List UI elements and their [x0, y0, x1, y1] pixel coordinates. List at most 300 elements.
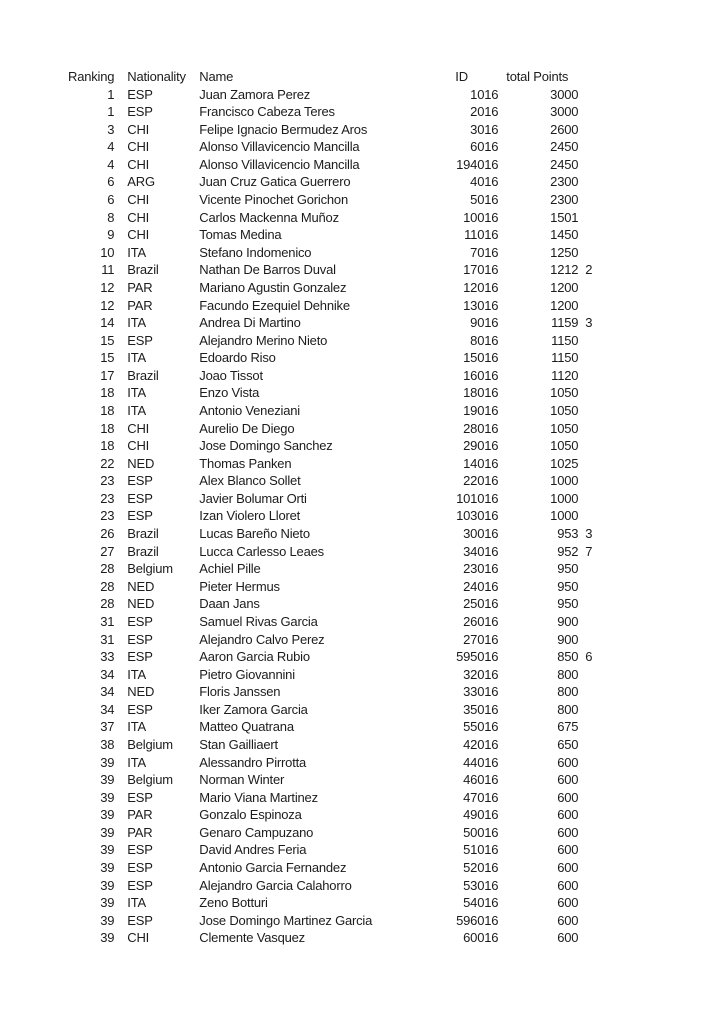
extra-points-cell — [578, 156, 608, 174]
ranking-cell: 39 — [100, 754, 115, 770]
id-cell: 103016 — [456, 508, 499, 524]
extra-points-cell: 7 — [585, 543, 593, 559]
id-cell: 60016 — [463, 930, 499, 946]
name-cell: Jose Domingo Sanchez — [199, 438, 333, 454]
table-row — [60, 490, 608, 508]
name-cell: Pieter Hermus — [199, 578, 280, 594]
points-cell: 675 — [557, 719, 579, 735]
ranking-cell: 4 — [107, 156, 115, 172]
name-cell: Aaron Garcia Rubio — [199, 649, 310, 665]
table-row — [60, 86, 608, 104]
nationality-cell: CHI — [127, 156, 150, 172]
points-cell: 1000 — [550, 490, 579, 506]
table-row — [60, 437, 608, 455]
table-row — [60, 279, 608, 297]
id-cell: 30016 — [463, 526, 499, 542]
extra-points-cell — [578, 631, 608, 649]
ranking-cell: 34 — [100, 666, 115, 682]
nationality-cell: Brazil — [127, 262, 159, 278]
extra-points-cell: 3 — [585, 315, 593, 331]
name-cell: Alex Blanco Sollet — [199, 473, 301, 489]
nationality-cell: CHI — [127, 139, 150, 155]
id-cell: 26016 — [463, 613, 499, 629]
name-cell: Matteo Quatrana — [199, 719, 294, 735]
extra-points-cell — [578, 771, 608, 789]
ranking-cell: 31 — [100, 631, 115, 647]
extra-points-cell — [578, 349, 608, 367]
table-row — [60, 191, 608, 209]
ranking-cell: 23 — [100, 508, 115, 524]
points-cell: 1120 — [551, 367, 579, 383]
nationality-cell: ESP — [127, 490, 153, 506]
ranking-cell: 34 — [100, 701, 115, 717]
name-cell: Facundo Ezequiel Dehnike — [199, 297, 350, 313]
points-cell: 1000 — [550, 473, 579, 489]
name-cell: Andrea Di Martino — [199, 315, 301, 331]
points-cell: 600 — [557, 860, 579, 876]
name-cell: Antonio Garcia Fernandez — [199, 860, 347, 876]
nationality-cell: ITA — [127, 754, 146, 770]
extra-points-cell — [578, 507, 608, 525]
points-cell: 950 — [557, 561, 579, 577]
nationality-cell: Belgium — [127, 772, 173, 788]
table-row — [60, 226, 608, 244]
ranking-cell: 8 — [107, 209, 115, 225]
name-cell: Genaro Campuzano — [199, 824, 314, 840]
nationality-cell: ARG — [127, 174, 155, 190]
name-cell: Alejandro Calvo Perez — [199, 631, 325, 647]
ranking-cell: 12 — [100, 297, 115, 313]
id-cell: 1016 — [470, 86, 499, 102]
ranking-column-header: Ranking — [68, 69, 115, 84]
ranking-cell: 27 — [100, 543, 115, 559]
extra-points-cell — [578, 824, 608, 842]
points-cell: 600 — [557, 842, 579, 858]
id-cell: 596016 — [456, 912, 499, 928]
nationality-cell: ITA — [127, 244, 146, 260]
extra-points-cell — [578, 191, 608, 209]
table-row — [60, 261, 608, 279]
points-cell: 1050 — [550, 438, 579, 454]
ranking-cell: 31 — [100, 613, 115, 629]
extra-points-cell — [578, 683, 608, 701]
nationality-cell: CHI — [127, 930, 150, 946]
table-row — [60, 507, 608, 525]
nationality-cell: CHI — [127, 438, 150, 454]
points-cell: 600 — [557, 807, 579, 823]
name-cell: Jose Domingo Martinez Garcia — [199, 912, 373, 928]
id-cell: 13016 — [463, 297, 499, 313]
nationality-cell: CHI — [127, 420, 150, 436]
id-cell: 35016 — [463, 701, 499, 717]
nationality-cell: PAR — [127, 297, 153, 313]
ranking-cell: 6 — [107, 174, 115, 190]
points-cell: 1450 — [550, 227, 579, 243]
nationality-cell: Brazil — [127, 526, 159, 542]
points-cell: 1200 — [550, 297, 579, 313]
extra-points-cell — [578, 384, 608, 402]
extra-points-cell — [578, 103, 608, 121]
ranking-cell: 18 — [100, 385, 115, 401]
extra-points-cell — [578, 209, 608, 227]
id-cell: 19016 — [463, 402, 499, 418]
table-row — [60, 332, 608, 350]
name-cell: Tomas Medina — [199, 227, 282, 243]
points-cell: 1150 — [551, 350, 579, 366]
ranking-cell: 39 — [100, 789, 115, 805]
table-row — [60, 929, 608, 947]
ranking-cell: 39 — [100, 860, 115, 876]
table-row — [60, 841, 608, 859]
extra-points-cell — [578, 244, 608, 262]
name-cell: Lucca Carlesso Leaes — [199, 543, 324, 559]
name-cell: Daan Jans — [199, 596, 260, 612]
points-cell: 1150 — [551, 332, 579, 348]
ranking-cell: 4 — [107, 139, 115, 155]
points-cell: 1250 — [550, 244, 579, 260]
extra-points-cell — [578, 806, 608, 824]
points-cell: 2300 — [550, 174, 579, 190]
extra-points-cell — [578, 332, 608, 350]
nationality-cell: ITA — [127, 895, 146, 911]
points-cell: 1501 — [550, 209, 579, 225]
id-cell: 23016 — [463, 561, 499, 577]
table-row — [60, 754, 608, 772]
id-cell: 50016 — [463, 824, 499, 840]
points-cell: 953 — [557, 526, 579, 542]
table-row — [60, 209, 608, 227]
points-cell: 1212 — [550, 262, 579, 278]
nationality-cell: CHI — [127, 192, 150, 208]
ranking-cell: 1 — [107, 104, 115, 120]
id-cell: 7016 — [470, 244, 499, 260]
table-row — [60, 138, 608, 156]
extra-points-cell — [578, 929, 608, 947]
name-column-header: Name — [199, 69, 234, 84]
id-cell: 101016 — [456, 490, 499, 506]
extra-points-cell: 3 — [585, 526, 593, 542]
id-cell: 16016 — [463, 367, 499, 383]
ranking-cell: 11 — [101, 262, 115, 278]
name-cell: Edoardo Riso — [199, 350, 276, 366]
ranking-cell: 37 — [100, 719, 115, 735]
extra-points-cell — [578, 718, 608, 736]
points-cell: 900 — [557, 631, 579, 647]
table-body — [60, 86, 608, 947]
nationality-cell: ESP — [127, 842, 153, 858]
nationality-column-header: Nationality — [127, 69, 186, 84]
table-row — [60, 525, 608, 543]
table-row — [60, 771, 608, 789]
name-cell: Pietro Giovannini — [199, 666, 295, 682]
extra-points-cell — [578, 490, 608, 508]
extra-points-cell: 6 — [585, 649, 593, 665]
id-cell: 6016 — [470, 139, 499, 155]
table-row — [60, 859, 608, 877]
table-row — [60, 384, 608, 402]
ranking-cell: 39 — [100, 824, 115, 840]
table-row — [60, 631, 608, 649]
nationality-cell: ESP — [127, 912, 153, 928]
points-cell: 1050 — [550, 385, 579, 401]
points-cell: 800 — [557, 666, 579, 682]
id-cell: 11016 — [464, 227, 499, 243]
table-row — [60, 789, 608, 807]
points-column-header: total Points — [506, 69, 569, 84]
extra-points-cell — [578, 736, 608, 754]
id-cell: 8016 — [470, 332, 499, 348]
name-cell: Felipe Ignacio Bermudez Aros — [199, 121, 368, 137]
name-cell: Alejandro Merino Nieto — [199, 332, 328, 348]
id-cell: 3016 — [470, 121, 499, 137]
ranking-cell: 38 — [100, 736, 115, 752]
id-cell: 29016 — [463, 438, 499, 454]
id-cell: 28016 — [463, 420, 499, 436]
id-cell: 14016 — [463, 455, 499, 471]
extra-points-cell — [578, 877, 608, 895]
nationality-cell: ITA — [127, 315, 146, 331]
nationality-cell: ESP — [127, 104, 153, 120]
points-cell: 900 — [557, 613, 579, 629]
ranking-cell: 26 — [100, 526, 115, 542]
nationality-cell: ITA — [127, 402, 146, 418]
nationality-cell: Brazil — [127, 543, 159, 559]
ranking-cell: 39 — [100, 842, 115, 858]
id-cell: 9016 — [470, 315, 499, 331]
extra-points-cell — [578, 437, 608, 455]
id-cell: 46016 — [463, 772, 499, 788]
name-cell: Floris Janssen — [199, 684, 281, 700]
ranking-cell: 39 — [100, 912, 115, 928]
header-row — [60, 68, 608, 86]
id-cell: 4016 — [470, 174, 499, 190]
nationality-cell: ESP — [127, 877, 153, 893]
extra-points-cell — [578, 121, 608, 139]
ranking-cell: 28 — [100, 596, 115, 612]
ranking-cell: 18 — [100, 402, 115, 418]
table-row — [60, 683, 608, 701]
ranking-cell: 1 — [107, 86, 115, 102]
name-cell: Norman Winter — [199, 772, 285, 788]
ranking-cell: 23 — [100, 490, 115, 506]
table-row — [60, 367, 608, 385]
ranking-cell: 15 — [100, 350, 115, 366]
nationality-cell: ITA — [127, 385, 146, 401]
extra-points-cell — [578, 173, 608, 191]
table-row — [60, 806, 608, 824]
name-cell: Alessandro Pirrotta — [199, 754, 307, 770]
extra-points-cell — [578, 367, 608, 385]
nationality-cell: ESP — [127, 789, 153, 805]
points-cell: 600 — [557, 930, 579, 946]
points-cell: 1000 — [550, 508, 579, 524]
ranking-cell: 14 — [100, 315, 115, 331]
points-cell: 650 — [557, 736, 579, 752]
id-cell: 47016 — [463, 789, 499, 805]
id-cell: 10016 — [463, 209, 499, 225]
id-cell: 42016 — [463, 736, 499, 752]
id-cell: 12016 — [463, 279, 499, 295]
extra-points-cell — [578, 86, 608, 104]
name-cell: Iker Zamora Garcia — [199, 701, 308, 717]
ranking-cell: 28 — [100, 578, 115, 594]
id-cell: 52016 — [463, 860, 499, 876]
points-cell: 600 — [557, 754, 579, 770]
table-row — [60, 103, 608, 121]
name-cell: Juan Zamora Perez — [199, 86, 311, 102]
extra-points-cell — [578, 279, 608, 297]
nationality-cell: ESP — [127, 473, 153, 489]
name-cell: Stefano Indomenico — [199, 244, 312, 260]
table-row — [60, 455, 608, 473]
table-row — [60, 121, 608, 139]
nationality-cell: ESP — [127, 649, 153, 665]
nationality-cell: CHI — [127, 209, 150, 225]
id-cell: 15016 — [463, 350, 499, 366]
nationality-cell: ESP — [127, 631, 153, 647]
table-row — [60, 402, 608, 420]
id-cell: 32016 — [463, 666, 499, 682]
table-row — [60, 156, 608, 174]
points-cell: 952 — [557, 543, 579, 559]
points-cell: 1050 — [550, 402, 579, 418]
id-cell: 55016 — [463, 719, 499, 735]
name-cell: Mariano Agustin Gonzalez — [199, 279, 347, 295]
table-row — [60, 314, 608, 332]
table-row — [60, 736, 608, 754]
extra-points-cell — [578, 701, 608, 719]
ranking-cell: 6 — [107, 192, 115, 208]
nationality-cell: NED — [127, 684, 155, 700]
id-column-header: ID — [455, 69, 468, 84]
table-row — [60, 472, 608, 490]
ranking-cell: 39 — [100, 807, 115, 823]
points-cell: 2600 — [550, 121, 579, 137]
extra-points-cell — [578, 754, 608, 772]
ranking-cell: 9 — [107, 227, 115, 243]
nationality-cell: NED — [127, 455, 155, 471]
name-cell: Achiel Pille — [199, 561, 261, 577]
id-cell: 33016 — [463, 684, 499, 700]
points-cell: 950 — [557, 578, 579, 594]
name-cell: Samuel Rivas Garcia — [199, 613, 318, 629]
extra-points-cell — [578, 894, 608, 912]
table-row — [60, 244, 608, 262]
ranking-cell: 39 — [100, 772, 115, 788]
name-cell: Lucas Bareño Nieto — [199, 526, 310, 542]
table-row — [60, 718, 608, 736]
id-cell: 27016 — [463, 631, 499, 647]
extra-points-cell — [578, 402, 608, 420]
nationality-cell: ITA — [127, 350, 146, 366]
extra-points-cell — [578, 613, 608, 631]
table-row — [60, 560, 608, 578]
name-cell: Vicente Pinochet Gorichon — [199, 192, 348, 208]
points-cell: 2450 — [550, 156, 579, 172]
name-cell: Alejandro Garcia Calahorro — [199, 877, 352, 893]
name-cell: David Andres Feria — [199, 842, 307, 858]
name-cell: Aurelio De Diego — [199, 420, 295, 436]
points-cell: 600 — [557, 895, 579, 911]
table-row — [60, 648, 608, 666]
name-cell: Joao Tissot — [199, 367, 263, 383]
id-cell: 2016 — [470, 104, 499, 120]
id-cell: 24016 — [463, 578, 499, 594]
id-cell: 194016 — [456, 156, 499, 172]
table-row — [60, 912, 608, 930]
id-cell: 51016 — [463, 842, 499, 858]
table-row — [60, 349, 608, 367]
extra-points-cell — [578, 912, 608, 930]
name-cell: Antonio Veneziani — [199, 402, 300, 418]
nationality-cell: PAR — [127, 824, 153, 840]
points-cell: 800 — [557, 684, 579, 700]
name-cell: Alonso Villavicencio Mancilla — [199, 139, 360, 155]
ranking-cell: 3 — [107, 121, 115, 137]
name-cell: Javier Bolumar Orti — [199, 490, 307, 506]
ranking-cell: 15 — [100, 332, 115, 348]
table-row — [60, 173, 608, 191]
table-row — [60, 666, 608, 684]
ranking-cell: 34 — [100, 684, 115, 700]
extra-points-cell — [578, 226, 608, 244]
ranking-cell: 39 — [100, 895, 115, 911]
ranking-cell: 23 — [100, 473, 115, 489]
points-cell: 950 — [557, 596, 579, 612]
extra-points-cell — [578, 560, 608, 578]
table-row — [60, 894, 608, 912]
table-row — [60, 613, 608, 631]
extra-points-cell — [578, 595, 608, 613]
name-cell: Nathan De Barros Duval — [199, 262, 336, 278]
points-cell: 1025 — [550, 455, 579, 471]
nationality-cell: ESP — [127, 701, 153, 717]
table-row — [60, 877, 608, 895]
extra-points-cell — [578, 789, 608, 807]
nationality-cell: ESP — [127, 860, 153, 876]
nationality-cell: ESP — [127, 613, 153, 629]
nationality-cell: ITA — [127, 666, 146, 682]
extra-points-cell — [578, 841, 608, 859]
extra-points-cell — [578, 472, 608, 490]
id-cell: 595016 — [456, 649, 499, 665]
table-row — [60, 297, 608, 315]
name-cell: Gonzalo Espinoza — [199, 807, 302, 823]
extra-points-cell: 2 — [585, 262, 593, 278]
table-row — [60, 701, 608, 719]
name-cell: Thomas Panken — [199, 455, 292, 471]
points-cell: 600 — [557, 772, 579, 788]
name-cell: Francisco Cabeza Teres — [199, 104, 335, 120]
id-cell: 22016 — [463, 473, 499, 489]
points-cell: 600 — [557, 877, 579, 893]
points-cell: 1050 — [550, 420, 579, 436]
name-cell: Alonso Villavicencio Mancilla — [199, 156, 360, 172]
nationality-cell: CHI — [127, 227, 150, 243]
id-cell: 25016 — [463, 596, 499, 612]
ranking-cell: 28 — [100, 561, 115, 577]
points-cell: 800 — [557, 701, 579, 717]
extra-points-cell — [578, 420, 608, 438]
ranking-cell: 33 — [100, 649, 115, 665]
points-cell: 2300 — [550, 192, 579, 208]
id-cell: 17016 — [463, 262, 499, 278]
nationality-cell: Brazil — [127, 367, 159, 383]
id-cell: 44016 — [463, 754, 499, 770]
name-cell: Enzo Vista — [199, 385, 260, 401]
name-cell: Izan Violero Lloret — [199, 508, 301, 524]
ranking-table — [60, 68, 608, 947]
